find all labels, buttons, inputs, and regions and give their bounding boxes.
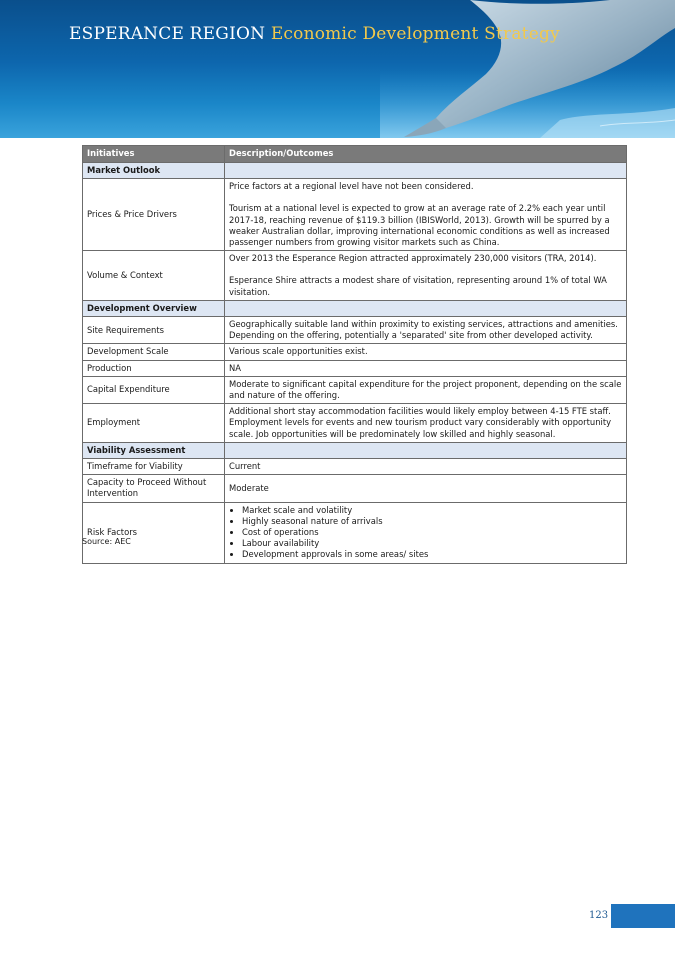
row-desc-production: NA	[225, 360, 627, 376]
row-label-risk: Risk Factors	[83, 502, 225, 563]
table-row	[83, 360, 627, 376]
table-row	[83, 459, 627, 475]
prices-paragraph-1: Price factors at a regional level have not been considered.	[229, 181, 474, 192]
list-item: • Market scale and volatility	[242, 505, 622, 516]
table-row	[83, 344, 627, 360]
row-desc-capacity: Moderate	[225, 475, 627, 502]
table-row	[83, 179, 627, 251]
risk-factor-list	[229, 505, 622, 561]
title-strategy: Economic Development Strategy	[270, 24, 560, 44]
table-row	[83, 376, 627, 403]
row-label-employment: Employment	[83, 404, 225, 443]
row-label-capacity: Capacity to Proceed Without Intervention	[83, 475, 225, 502]
initiative-table	[82, 145, 627, 564]
section-development-overview: Development Overview	[83, 300, 225, 316]
list-item: • Highly seasonal nature of arrivals	[242, 516, 622, 527]
document-title	[69, 24, 560, 44]
table-row	[83, 502, 627, 563]
section-row	[83, 163, 627, 179]
row-desc-risk	[225, 502, 627, 563]
page-number: 123	[589, 910, 609, 921]
section-market-outlook: Market Outlook	[83, 163, 225, 179]
section-row	[83, 442, 627, 458]
section-cell-empty	[225, 442, 627, 458]
section-viability-assessment: Viability Assessment	[83, 442, 225, 458]
volume-paragraph-2: Esperance Shire attracts a modest share of visitation, representing around 1% of total WA visitation.	[229, 275, 607, 297]
row-desc-timeframe: Current	[225, 459, 627, 475]
row-desc-capex: Moderate to significant capital expenditure for the project proponent, depending on the scale and nature of the offering.	[225, 376, 627, 403]
row-label-volume: Volume & Context	[83, 251, 225, 301]
section-cell-empty	[225, 300, 627, 316]
table-header-row	[83, 146, 627, 163]
page-tab-bar	[611, 904, 675, 928]
list-item: • Labour availability	[242, 538, 622, 549]
column-header-description: Description/Outcomes	[225, 146, 627, 163]
section-row	[83, 300, 627, 316]
dolphin-ocean-image	[0, 0, 675, 138]
row-label-scale: Development Scale	[83, 344, 225, 360]
table-row	[83, 404, 627, 443]
list-item: • Development approvals in some areas/ sites	[242, 549, 622, 560]
column-header-initiatives: Initiatives	[83, 146, 225, 163]
table-row	[83, 251, 627, 301]
row-label-site: Site Requirements	[83, 317, 225, 344]
row-label-capex: Capital Expenditure	[83, 376, 225, 403]
volume-paragraph-1: Over 2013 the Esperance Region attracted approximately 230,000 visitors (TRA, 2014).	[229, 253, 597, 264]
list-item: • Cost of operations	[242, 527, 622, 538]
prices-paragraph-2: Tourism at a national level is expected to grow at an average rate of 2.2% each year until 2017-18, reaching revenue of $119.3 billion (IBISWorld, 2013). Growth will be spurred by a weaker Australian dollar, improving international economic conditions as well as increased passenger numbers from growing visitor markets such as China.	[229, 203, 610, 248]
row-desc-volume	[225, 251, 627, 301]
row-label-timeframe: Timeframe for Viability	[83, 459, 225, 475]
table-row	[83, 317, 627, 344]
row-desc-scale: Various scale opportunities exist.	[225, 344, 627, 360]
row-desc-site: Geographically suitable land within proximity to existing services, attractions and amenities. Depending on the offering, potentially a 'separated' site from other developed activity.	[225, 317, 627, 344]
row-label-prices: Prices & Price Drivers	[83, 179, 225, 251]
section-cell-empty	[225, 163, 627, 179]
header-banner	[0, 0, 675, 138]
title-region: ESPERANCE REGION	[69, 24, 266, 44]
row-desc-employment: Additional short stay accommodation facilities would likely employ between 4-15 FTE staff. Employment levels for events and new tourism product vary considerably with opportunity scale. Job opportunities will be predominately low skilled and highly seasonal.	[225, 404, 627, 443]
table-row	[83, 475, 627, 502]
row-desc-prices	[225, 179, 627, 251]
source-note: Source: AEC	[82, 537, 131, 546]
row-label-production: Production	[83, 360, 225, 376]
